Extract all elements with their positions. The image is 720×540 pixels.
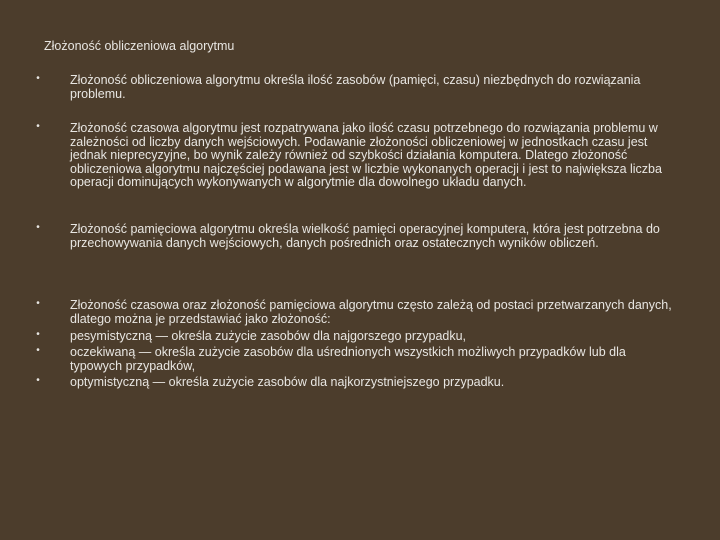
bullet-marker: • [36, 375, 40, 386]
bullet-marker: • [36, 298, 40, 309]
paragraph-definition: Złożoność obliczeniowa algorytmu określa ilość zasobów (pamięci, czasu) niezbędnych do rozwiązania problemu. [70, 73, 641, 101]
paragraph-memory-complexity: Złożoność pamięciowa algorytmu określa wielkość pamięci operacyjnej komputera, która jest potrzebna do przechowywania danych wejściowych, danych pośrednich oraz ostatecznych wyników obliczeń. [70, 222, 660, 250]
bullet-marker: • [36, 73, 40, 84]
slide-title: Złożoność obliczeniowa algorytmu [44, 39, 235, 53]
paragraph-optimistic: optymistyczną — określa zużycie zasobów dla najkorzystniejszego przypadku. [70, 375, 505, 389]
bullet-marker: • [36, 121, 40, 132]
bullet-marker: • [36, 345, 40, 356]
bullet-marker: • [36, 329, 40, 340]
paragraph-data-dependency: Złożoność czasowa oraz złożoność pamięciowa algorytmu często zależą od postaci przetwarzanych danych, dlatego można je przedstawiać jako złożoność: [70, 298, 672, 326]
paragraph-expected: oczekiwaną — określa zużycie zasobów dla uśrednionych wszystkich możliwych przypadków lub dla typowych przypadków, [70, 345, 626, 373]
bullet-marker: • [36, 222, 40, 233]
paragraph-time-complexity: Złożoność czasowa algorytmu jest rozpatrywana jako ilość czasu potrzebnego do rozwiązania problemu w zależności od liczby danych wejściowych. Podawanie złożoności obliczeniowej w jednostkach czasu jest jednak nieprecyzyjne, bo wynik zależy również od szybkości działania komputera. Dlatego złożoność obliczeniowa algorytmu najczęściej podawana jest w liczbie wykonanych operacji i jest to największa liczba operacji dominujących wykonywanych w algorytmie dla dowolnego układu danych. [70, 121, 662, 189]
paragraph-pessimistic: pesymistyczną — określa zużycie zasobów dla najgorszego przypadku, [70, 329, 467, 343]
